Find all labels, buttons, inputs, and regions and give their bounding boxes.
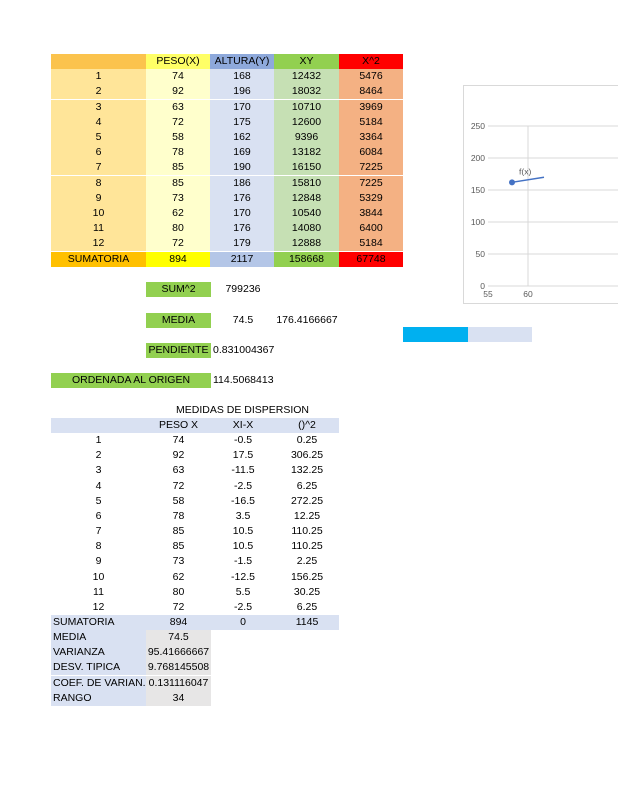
measure-value: 9.768145508: [147, 661, 210, 674]
disp-header-deviation: XI-X: [211, 418, 275, 433]
disp-row-peso-x: 62: [172, 570, 185, 583]
row-peso-x: 63: [146, 100, 210, 115]
media-y-value: 176.4166667: [276, 314, 338, 326]
disp-row-index: 3: [95, 464, 102, 477]
row-x-squared: 5184: [339, 115, 403, 130]
y-tick-label: 150: [470, 185, 485, 195]
disp-row-deviation: -11.5: [231, 464, 255, 477]
sum2-label: SUM^2: [146, 282, 211, 297]
row-altura-y: 162: [210, 130, 274, 145]
disp-header-squared-deviation: ()^2: [275, 418, 339, 433]
disp-row-peso-x: 78: [172, 509, 185, 522]
pendiente-value: 0.831004367: [213, 344, 275, 356]
disp-row-squared-deviation: 6.25: [296, 479, 318, 492]
disp-row-peso-x: 72: [172, 479, 185, 492]
row-x-squared: 6084: [339, 145, 403, 160]
row-altura-y: 170: [210, 100, 274, 115]
row-row-index: 3: [51, 100, 146, 115]
disp-row-squared-deviation: 110.25: [291, 525, 323, 538]
row-peso-x: 73: [146, 191, 210, 206]
row-xy: 12888: [274, 236, 339, 251]
disp-row-index: 1: [95, 434, 102, 447]
disp-row-index: 9: [95, 555, 102, 568]
row-row-index: 11: [51, 221, 146, 236]
measure-label: RANGO: [51, 691, 146, 706]
row-x-squared: 3364: [339, 130, 403, 145]
pendiente-label: PENDIENTE: [146, 343, 211, 358]
row-row-index: 12: [51, 236, 146, 251]
chart-canvas: [464, 86, 618, 303]
row-x-squared: 6400: [339, 221, 403, 236]
disp-row-index: 12: [92, 600, 105, 613]
row-peso-x: 85: [146, 160, 210, 175]
row-xy: 13182: [274, 145, 339, 160]
y-tick-label: 250: [470, 121, 485, 131]
row-xy: 10540: [274, 206, 339, 221]
header-xy: XY: [274, 54, 339, 69]
row-row-index: 6: [51, 145, 146, 160]
disp-row-peso-x: 72: [172, 600, 185, 613]
disp-row-peso-x: 74: [172, 434, 185, 447]
disp-row-squared-deviation: 132.25: [290, 464, 324, 477]
disp-row-deviation: 3.5: [235, 509, 251, 522]
y-tick-label: 50: [475, 249, 485, 259]
row-altura-y: 175: [210, 115, 274, 130]
row-x-squared: 5329: [339, 191, 403, 206]
row-altura-y: 196: [210, 84, 274, 99]
disp-row-squared-deviation: 156.25: [290, 570, 324, 583]
row-xy: 15810: [274, 176, 339, 191]
row-row-index: 1: [51, 69, 146, 84]
disp-row-deviation: 10.5: [232, 540, 254, 553]
row-row-index: 7: [51, 160, 146, 175]
row-xy: 14080: [274, 221, 339, 236]
sum-altura-y: 2117: [210, 252, 274, 267]
row-x-squared: 7225: [339, 160, 403, 175]
measure-value: 95.41666667: [147, 646, 210, 659]
measure-label: VARIANZA: [51, 645, 146, 660]
sum-peso-x: 894: [146, 252, 210, 267]
disp-row-peso-x: 92: [172, 449, 185, 462]
measure-label: MEDIA: [51, 630, 146, 645]
disp-row-squared-deviation: 12.25: [293, 509, 321, 522]
disp-sum-index: SUMATORIA: [51, 615, 146, 630]
cell-bar-fill: [403, 327, 468, 342]
row-altura-y: 176: [210, 221, 274, 236]
disp-row-peso-x: 80: [172, 585, 185, 598]
measure-label: COEF. DE VARIAN.: [53, 676, 146, 689]
row-row-index: 9: [51, 191, 146, 206]
measure-value: 0.131116047: [146, 676, 211, 691]
trendline-label: f(x): [519, 166, 532, 177]
data-point: [509, 179, 515, 185]
row-xy: 12600: [274, 115, 339, 130]
disp-row-index: 2: [95, 449, 102, 462]
row-peso-x: 78: [146, 145, 210, 160]
disp-row-deviation: -2.5: [233, 600, 253, 613]
y-tick-label: 200: [470, 153, 485, 163]
row-altura-y: 179: [210, 236, 274, 251]
row-x-squared: 5184: [339, 236, 403, 251]
y-tick-label: 0: [480, 281, 485, 291]
measure-label: DESV. TIPICA: [51, 660, 146, 675]
header-peso-x: PESO(X): [146, 54, 210, 69]
row-peso-x: 72: [146, 115, 210, 130]
disp-header-index: [51, 418, 146, 433]
disp-row-peso-x: 85: [172, 525, 185, 538]
row-xy: 9396: [274, 130, 339, 145]
row-altura-y: 168: [210, 69, 274, 84]
row-altura-y: 190: [210, 160, 274, 175]
disp-row-squared-deviation: 110.25: [291, 540, 323, 553]
disp-row-deviation: -1.5: [233, 555, 253, 568]
disp-row-peso-x: 73: [172, 555, 185, 568]
disp-row-deviation: -12.5: [231, 570, 255, 583]
disp-row-squared-deviation: 306.25: [290, 449, 324, 462]
measure-value: 34: [146, 691, 211, 706]
row-xy: 12432: [274, 69, 339, 84]
row-altura-y: 176: [210, 191, 274, 206]
disp-row-index: 11: [93, 585, 104, 598]
row-altura-y: 169: [210, 145, 274, 160]
disp-row-squared-deviation: 272.25: [290, 494, 324, 507]
disp-row-squared-deviation: 2.25: [296, 555, 318, 568]
row-x-squared: 3844: [339, 206, 403, 221]
disp-sum-deviation: 0: [211, 615, 275, 630]
row-row-index: 5: [51, 130, 146, 145]
disp-row-index: 7: [95, 525, 102, 538]
disp-row-index: 8: [95, 540, 102, 553]
disp-row-peso-x: 58: [172, 494, 185, 507]
disp-row-deviation: -2.5: [233, 479, 253, 492]
disp-row-deviation: -0.5: [233, 434, 253, 447]
disp-sum-peso-x: 894: [146, 615, 211, 630]
disp-row-squared-deviation: 0.25: [296, 434, 318, 447]
row-row-index: 8: [51, 176, 146, 191]
header-row-index: [51, 54, 146, 69]
row-x-squared: 7225: [339, 176, 403, 191]
row-x-squared: 3969: [339, 100, 403, 115]
ordenada-label: ORDENADA AL ORIGEN: [51, 373, 211, 388]
row-peso-x: 58: [146, 130, 210, 145]
row-xy: 16150: [274, 160, 339, 175]
row-x-squared: 5476: [339, 69, 403, 84]
row-row-index: 2: [51, 84, 146, 99]
disp-header-peso-x: PESO X: [146, 418, 211, 433]
dispersion-title: MEDIDAS DE DISPERSION: [175, 404, 310, 416]
disp-row-index: 5: [95, 494, 102, 507]
header-x-squared: X^2: [339, 54, 403, 69]
cell-bar: [403, 327, 532, 342]
row-xy: 10710: [274, 100, 339, 115]
disp-row-squared-deviation: 30.25: [293, 585, 321, 598]
row-x-squared: 8464: [339, 84, 403, 99]
scatter-chart[interactable]: [463, 85, 618, 304]
sum-xy: 158668: [274, 252, 339, 267]
row-peso-x: 85: [146, 176, 210, 191]
ordenada-value: 114.5068413: [213, 374, 274, 386]
disp-row-deviation: 5.5: [235, 585, 251, 598]
disp-row-deviation: 10.5: [232, 525, 254, 538]
row-peso-x: 62: [146, 206, 210, 221]
row-peso-x: 74: [146, 69, 210, 84]
row-xy: 12848: [274, 191, 339, 206]
y-tick-label: 100: [470, 217, 485, 227]
x-tick-label: 60: [523, 289, 533, 299]
disp-row-index: 10: [92, 570, 105, 583]
row-row-index: 4: [51, 115, 146, 130]
sum2-value: 799236: [225, 283, 261, 295]
row-peso-x: 92: [146, 84, 210, 99]
disp-row-deviation: 17.5: [232, 449, 254, 462]
measure-value: 74.5: [146, 630, 211, 645]
disp-row-deviation: -16.5: [231, 494, 255, 507]
header-altura-y: ALTURA(Y): [210, 54, 274, 69]
disp-sum-squared-deviation: 1145: [275, 615, 339, 630]
disp-row-peso-x: 63: [172, 464, 185, 477]
disp-row-index: 4: [95, 479, 102, 492]
media-x-value: 74.5: [232, 314, 254, 326]
disp-row-peso-x: 85: [172, 540, 185, 553]
media-label: MEDIA: [146, 313, 211, 328]
row-row-index: 10: [51, 206, 146, 221]
disp-row-index: 6: [95, 509, 102, 522]
sum-x-squared: 67748: [339, 252, 403, 267]
x-tick-label: 55: [483, 289, 493, 299]
row-altura-y: 186: [210, 176, 274, 191]
row-xy: 18032: [274, 84, 339, 99]
row-peso-x: 72: [146, 236, 210, 251]
row-altura-y: 170: [210, 206, 274, 221]
row-peso-x: 80: [146, 221, 210, 236]
sum-row-index: SUMATORIA: [51, 252, 146, 267]
disp-row-squared-deviation: 6.25: [296, 600, 318, 613]
